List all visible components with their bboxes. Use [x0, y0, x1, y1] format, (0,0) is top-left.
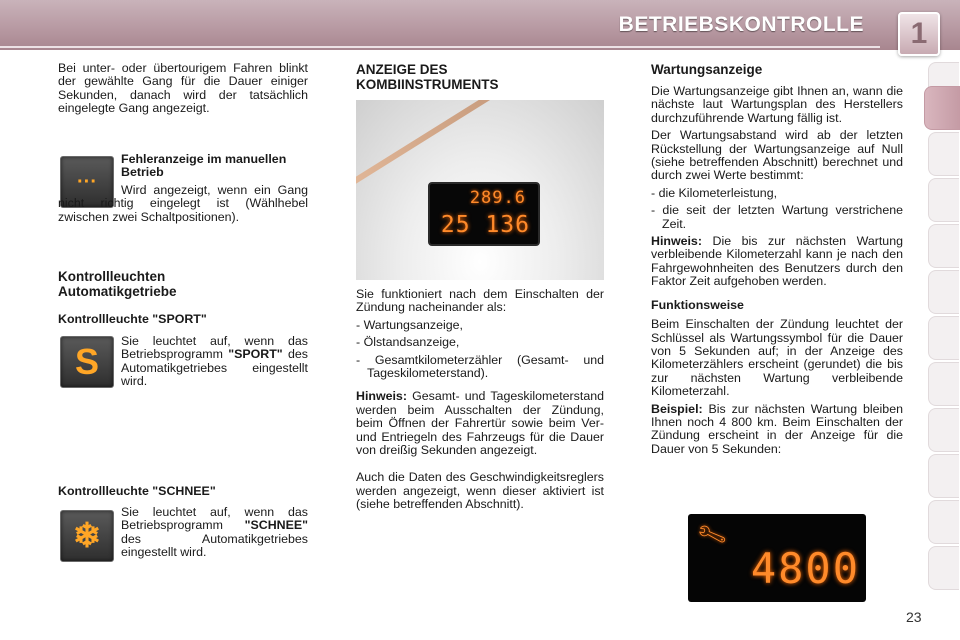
- side-tab[interactable]: [928, 500, 959, 544]
- intro-paragraph: Bei unter- oder übertourigem Fahren blinkt der gewählte Gang für die Dauer einiger Sekunden, danach wird der tatsächlich eingelegte Gang angezeigt.: [58, 61, 308, 116]
- fault-text: Wird angezeigt, wenn ein Gang nicht richtig eingelegt ist (Wählhebel zwischen zwei Schaltpositionen).: [58, 183, 308, 224]
- maintenance-text: Wartungsanzeige Die Wartungsanzeige gibt Ihnen an, wann die nächste laut Wartungsplan des Herstellers durchzuführende Wartung fällig ist. Der Wartungsabstand wird ab der letzten Rückstellung der Wartungsanzeige auf Null (siehe betreffenden Abschnitt) berechnet und durch zwei Werte bestimmt: - die Kilometerleistung, - die seit der letzten Wartung verstrichene Zeit. Hinweis: Die bis zur nächsten Wartung verbleibende Kilometerzahl kann je nach den Fahrgewohnheiten des Benutzers durch den Faktor Zeit aufgehoben werden. Funktionsweise Beim Einschalten der Zündung leuchtet der Schlüssel als Wartungssymbol für die Dauer von 5 Sekunden auf; in der Anzeige des Kilometerzählers erscheint (gerundet) die bis zur nächsten Wartung verbleibende Kilometerzahl. Beispiel: Bis zur nächsten Wartung bleiben Ihnen noch 4 800 km. Beim Einschalten der Zündung erscheint in der Anzeige für die Dauer von 5 Sekunden:: [651, 62, 903, 456]
- odometer-display: [428, 182, 540, 246]
- side-tab[interactable]: [928, 132, 959, 176]
- sport-heading: Kontrollleuchte "SPORT": [58, 312, 207, 326]
- side-tab-strip: [924, 62, 960, 602]
- maintenance-km-value: 4800: [750, 544, 860, 593]
- header-divider: [0, 46, 880, 48]
- list-item: - Ölstandsanzeige,: [356, 335, 460, 350]
- instrument-cluster-photo: [356, 100, 604, 280]
- side-tab[interactable]: [928, 224, 959, 268]
- function-heading: Funktionsweise: [651, 297, 744, 312]
- schnee-text: Sie leuchtet auf, wenn das Betriebsprogramm "SCHNEE" des Automatikgetriebes eingestellt wird.: [121, 505, 308, 560]
- side-tab-active[interactable]: [924, 86, 960, 130]
- sport-text: Sie leuchtet auf, wenn das Betriebsprogramm "SPORT" des Automatikgetriebes eingestellt wird.: [121, 334, 308, 389]
- maintenance-heading: Wartungsanzeige: [651, 62, 763, 77]
- chapter-number-badge: 1: [898, 12, 940, 56]
- chapter-title: BETRIEBSKONTROLLE: [618, 13, 864, 36]
- side-tab[interactable]: [928, 546, 959, 590]
- page-number: 23: [906, 609, 922, 625]
- wrench-icon: 🔧︎: [694, 518, 730, 552]
- maintenance-display: [688, 514, 866, 602]
- side-tab[interactable]: [928, 270, 959, 314]
- side-tab[interactable]: [928, 178, 959, 222]
- section-heading-automatic: Kontrollleuchten Automatikgetriebe: [58, 269, 177, 299]
- side-tab[interactable]: [928, 316, 959, 360]
- trip-value: 289.6: [469, 188, 526, 208]
- list-item: - Gesamtkilometerzähler (Gesamt- und Tageskilometerstand).: [356, 352, 604, 381]
- instrument-heading: ANZEIGE DES KOMBIINSTRUMENTS: [356, 62, 499, 92]
- instrument-text: Sie funktioniert nach dem Einschalten der Zündung nacheinander als: - Wartungsanzeige, - Ölstandsanzeige, - Gesamtkilometerzähler (Gesamt- und Tageskilometerstand). Hinweis: Gesamt- und Tageskilometerstand werden beim Ausschalten der Zündung, beim Öffnen der Fahrertür sowie beim Ver- und Entriegeln des Fahrzeugs für die Dauer von dreißig Sekunden angezeigt. Auch die Daten des Geschwindigkeitsreglers werden angezeigt, wenn dieser aktiviert ist (siehe betreffenden Abschnitt).: [356, 287, 604, 512]
- side-tab[interactable]: [928, 408, 959, 452]
- fault-heading: Fehleranzeige im manuellen Betrieb: [121, 152, 287, 180]
- sport-mode-icon: S: [60, 336, 114, 388]
- side-tab[interactable]: [928, 454, 959, 498]
- schnee-heading: Kontrollleuchte "SCHNEE": [58, 484, 216, 498]
- gauge-needle: [356, 100, 506, 191]
- list-item: - die seit der letzten Wartung verstrichene Zeit.: [651, 203, 903, 231]
- total-value: 25 136: [440, 212, 530, 238]
- gear-fault-icon: ···: [60, 156, 114, 208]
- side-tab[interactable]: [928, 362, 959, 406]
- list-item: - die Kilometerleistung,: [651, 185, 778, 200]
- list-item: - Wartungsanzeige,: [356, 317, 463, 332]
- page-header: [0, 0, 960, 50]
- snowflake-icon: ❄: [60, 510, 114, 562]
